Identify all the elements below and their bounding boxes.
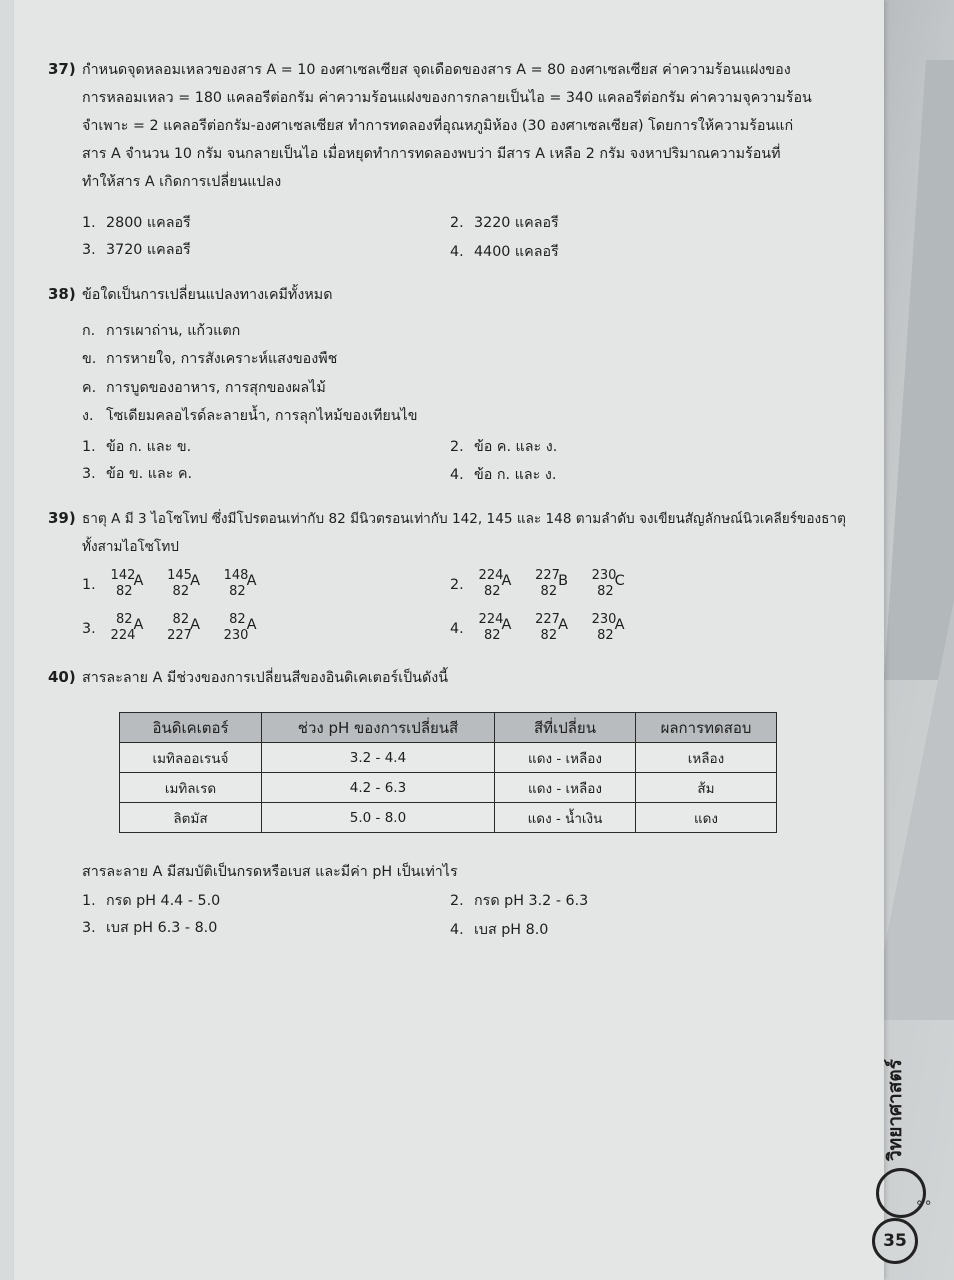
subject-label: วิทยาศาสตร์ xyxy=(884,1059,906,1161)
q37-line: การหลอมเหลว = 180 แคลอรีต่อกรัม ค่าความร้อนแฝงของการกลายเป็นไอ = 340 แคลอรีต่อกรัม ค่าความจุความร้อน xyxy=(82,90,812,106)
isotope-symbol: 224 82 A xyxy=(478,612,512,643)
q39-line: ธาตุ A มี 3 ไอโซโทป ซึ่งมีโปรตอนเท่ากับ 82 มีนิวตรอนเท่ากับ 142, 145 และ 148 ตามลำดับ จงเขียนสัญลักษณ์นิวเคลียร์ของธาตุ xyxy=(82,511,846,527)
table-cell: 3.2 - 4.4 xyxy=(262,743,495,773)
q37-number: 37) xyxy=(48,60,76,78)
q37-line: ทำให้สาร A เกิดการเปลี่ยนแปลง xyxy=(82,174,282,190)
q39-option-3[interactable]: 3. 82 224 A 82 227 A 82 230 A xyxy=(82,612,276,646)
q37-option-3[interactable]: 3. 3720 แคลอรี xyxy=(82,242,191,258)
isotope-symbol: 227 82 A xyxy=(535,612,569,643)
isotope-symbol: 230 82 A xyxy=(591,612,625,643)
table-header: ช่วง pH ของการเปลี่ยนสี xyxy=(262,713,495,743)
q38-text: ข้อใดเป็นการเปลี่ยนแปลงทางเคมีทั้งหมด xyxy=(82,287,333,303)
isotope-symbol: 82 227 A xyxy=(167,612,201,643)
isotope-symbol: 82 224 A xyxy=(110,612,144,643)
q40-option-3[interactable]: 3. เบส pH 6.3 - 8.0 xyxy=(82,920,218,936)
chain-icon: ∘∘ xyxy=(915,1195,933,1211)
table-row xyxy=(120,743,777,773)
table-cell: เมทิลเรด xyxy=(120,773,262,803)
table-row xyxy=(120,773,777,803)
table-header: สีที่เปลี่ยน xyxy=(495,713,636,743)
table-header: อินดิเคเตอร์ xyxy=(120,713,262,743)
table-cell: แดง - น้ำเงิน xyxy=(495,803,636,833)
q38-item: ง. โซเดียมคลอไรด์ละลายน้ำ, การลุกไหม้ของเทียนไข xyxy=(82,408,418,424)
q37-option-2[interactable]: 2. 3220 แคลอรี xyxy=(450,215,559,231)
q39-line: ทั้งสามไอโซโทป xyxy=(82,539,179,555)
table-cell: 5.0 - 8.0 xyxy=(262,803,495,833)
q37-text xyxy=(82,56,862,196)
table-header: ผลการทดสอบ xyxy=(636,713,777,743)
q38-item: ข. การหายใจ, การสังเคราะห์แสงของพืช xyxy=(82,351,338,367)
page-number: 35 xyxy=(872,1218,918,1264)
q40-option-4[interactable]: 4. เบส pH 8.0 xyxy=(450,922,549,938)
table-cell: เมทิลออเรนจ์ xyxy=(120,743,262,773)
isotope-symbol: 148 82 A xyxy=(223,568,257,599)
q37-line: กำหนดจุดหลอมเหลวของสาร A = 10 องศาเซลเซียส จุดเดือดของสาร A = 80 องศาเซลเซียส ค่าความร้อนแฝงของ xyxy=(82,62,791,78)
q39-number: 39) xyxy=(48,509,76,527)
isotope-symbol: 142 82 A xyxy=(110,568,144,599)
q38-option-3[interactable]: 3. ข้อ ข. และ ค. xyxy=(82,466,193,482)
q40-question: สารละลาย A มีสมบัติเป็นกรดหรือเบส และมีค่า pH เป็นเท่าไร xyxy=(82,864,458,880)
q37-option-1[interactable]: 1. 2800 แคลอรี xyxy=(82,215,191,231)
table-header-row xyxy=(120,713,777,743)
q38-item: ก. การเผาถ่าน, แก้วแตก xyxy=(82,323,241,339)
q40-text: สารละลาย A มีช่วงของการเปลี่ยนสีของอินดิเคเตอร์เป็นดังนี้ xyxy=(82,670,448,686)
q40-option-1[interactable]: 1. กรด pH 4.4 - 5.0 xyxy=(82,893,221,909)
q38-option-2[interactable]: 2. ข้อ ค. และ ง. xyxy=(450,439,558,455)
table-cell: แดง - เหลือง xyxy=(495,773,636,803)
q37-line: จำเพาะ = 2 แคลอรีต่อกรัม-องศาเซลเซียส ทำการทดลองที่อุณหภูมิห้อง (30 องศาเซลเซียส) โดยการให้ความร้อนแก่ xyxy=(82,118,794,134)
table-cell: แดง - เหลือง xyxy=(495,743,636,773)
table-cell: เหลือง xyxy=(636,743,777,773)
q38-option-4[interactable]: 4. ข้อ ก. และ ง. xyxy=(450,467,557,483)
table-cell: ส้ม xyxy=(636,773,777,803)
isotope-symbol: 145 82 A xyxy=(167,568,201,599)
isotope-symbol: 224 82 A xyxy=(478,568,512,599)
table-cell: ลิตมัส xyxy=(120,803,262,833)
table-cell: แดง xyxy=(636,803,777,833)
q38-option-1[interactable]: 1. ข้อ ก. และ ข. xyxy=(82,439,192,455)
isotope-symbol: 82 230 A xyxy=(223,612,257,643)
indicator-table xyxy=(119,712,777,833)
q39-option-4[interactable]: 4. 224 82 A 227 82 A 230 82 A xyxy=(450,612,644,646)
q38-item: ค. การบูดของอาหาร, การสุกของผลไม้ xyxy=(82,380,326,396)
q37-option-4[interactable]: 4. 4400 แคลอรี xyxy=(450,244,559,260)
q40-option-2[interactable]: 2. กรด pH 3.2 - 6.3 xyxy=(450,893,589,909)
isotope-symbol: 227 82 B xyxy=(535,568,569,599)
q39-option-1[interactable]: 1. 142 82 A 145 82 A 148 82 A xyxy=(82,568,276,602)
q38-number: 38) xyxy=(48,285,76,303)
q37-line: สาร A จำนวน 10 กรัม จนกลายเป็นไอ เมื่อหยุดทำการทดลองพบว่า มีสาร A เหลือ 2 กรัม จงหาปริมาณความร้อนที่ xyxy=(82,146,781,162)
table-cell: 4.2 - 6.3 xyxy=(262,773,495,803)
q40-number: 40) xyxy=(48,668,76,686)
q39-text xyxy=(82,505,862,561)
table-row xyxy=(120,803,777,833)
q39-option-2[interactable]: 2. 224 82 A 227 82 B 230 82 C xyxy=(450,568,644,602)
isotope-symbol: 230 82 C xyxy=(591,568,625,599)
